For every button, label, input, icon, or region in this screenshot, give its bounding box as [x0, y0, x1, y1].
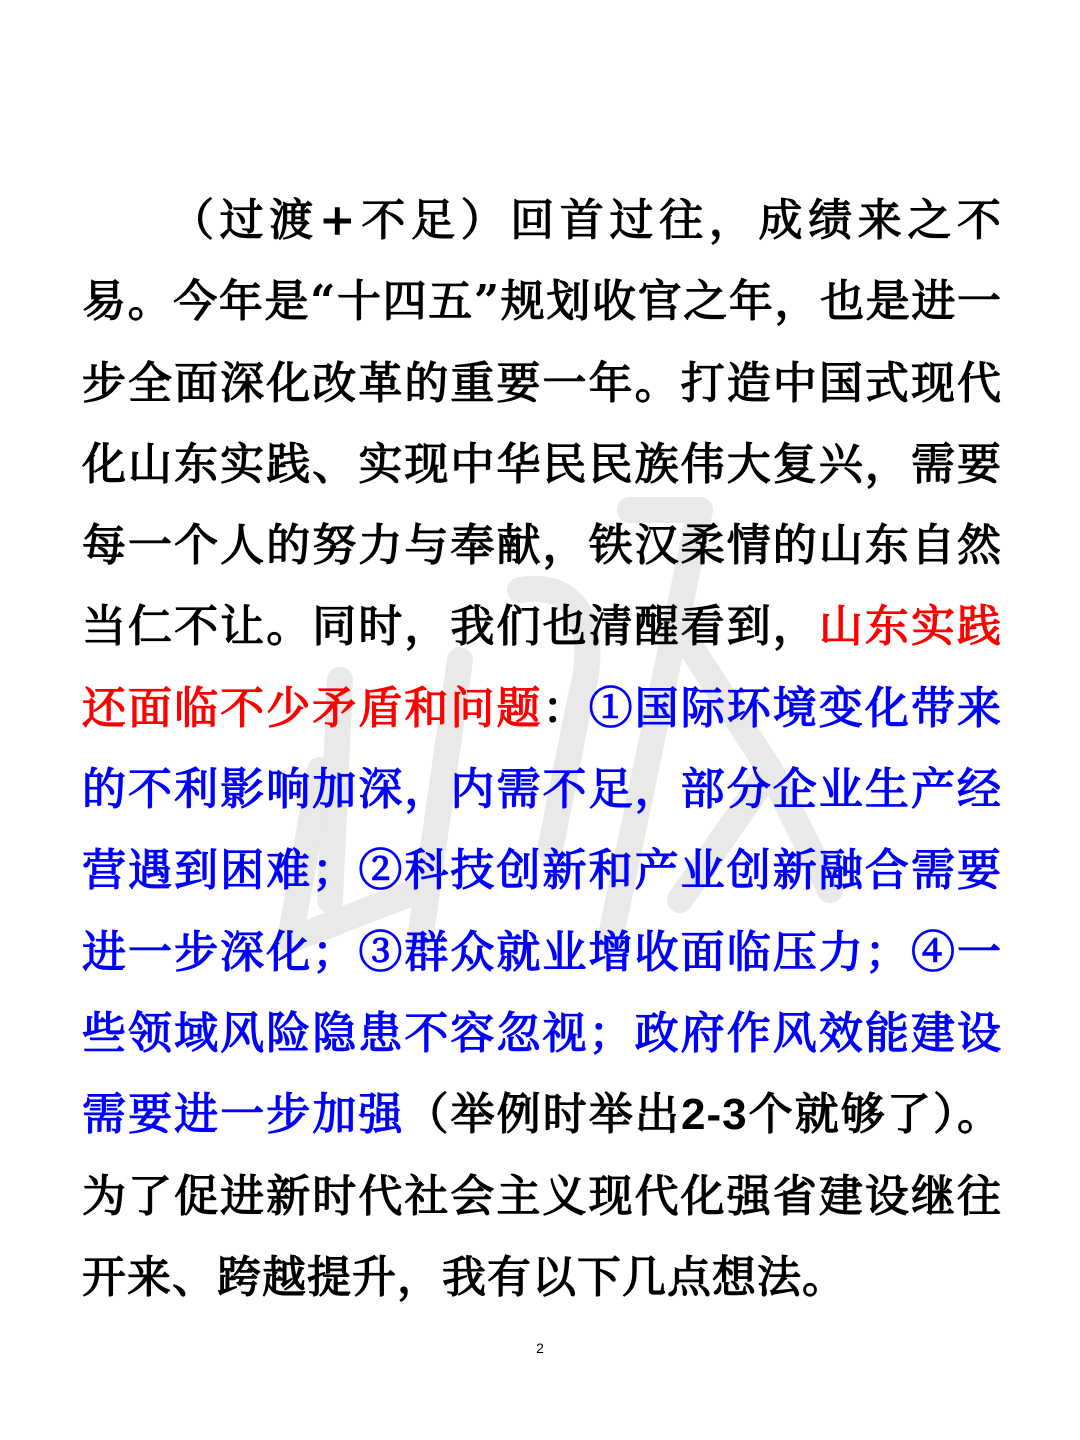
example-note-start: （举例时举出 — [404, 1089, 681, 1141]
body-paragraph — [82, 180, 1002, 1318]
paragraph-text-intro: （过渡+不足）回首过往，成绩来之不易。今年是“十四五”规划收官之年，也是进一步全面深化改革的重要一年。打造中国式现代化山东实践、实现中华民民族伟大复兴，需要每一个人的努力与奉献，铁汉柔情的山东自然当仁不让。同时，我们也清醒看到， — [82, 195, 1002, 653]
paragraph-text-closing: 个就够了）。为了促进新时代社会主义现代化强省建设继往开来、跨越提升，我有以下几点想法。 — [82, 1089, 1003, 1303]
colon-separator: ： — [542, 682, 589, 734]
problems-list-blue: ①国际环境变化带来的不利影响加深，内需不足，部分企业生产经营遇到困难；②科技创新和产业创新融合需要进一步深化；③群众就业增收面临压力；④一些领域风险隐患不容忽视；政府作风效能建设需要进一步加强 — [82, 682, 1003, 1141]
example-count: 2-3 — [680, 1090, 748, 1140]
page-number: 2 — [536, 1340, 544, 1356]
problems-highlight-red: 山东实践还面临不少矛盾和问题 — [82, 601, 1003, 734]
